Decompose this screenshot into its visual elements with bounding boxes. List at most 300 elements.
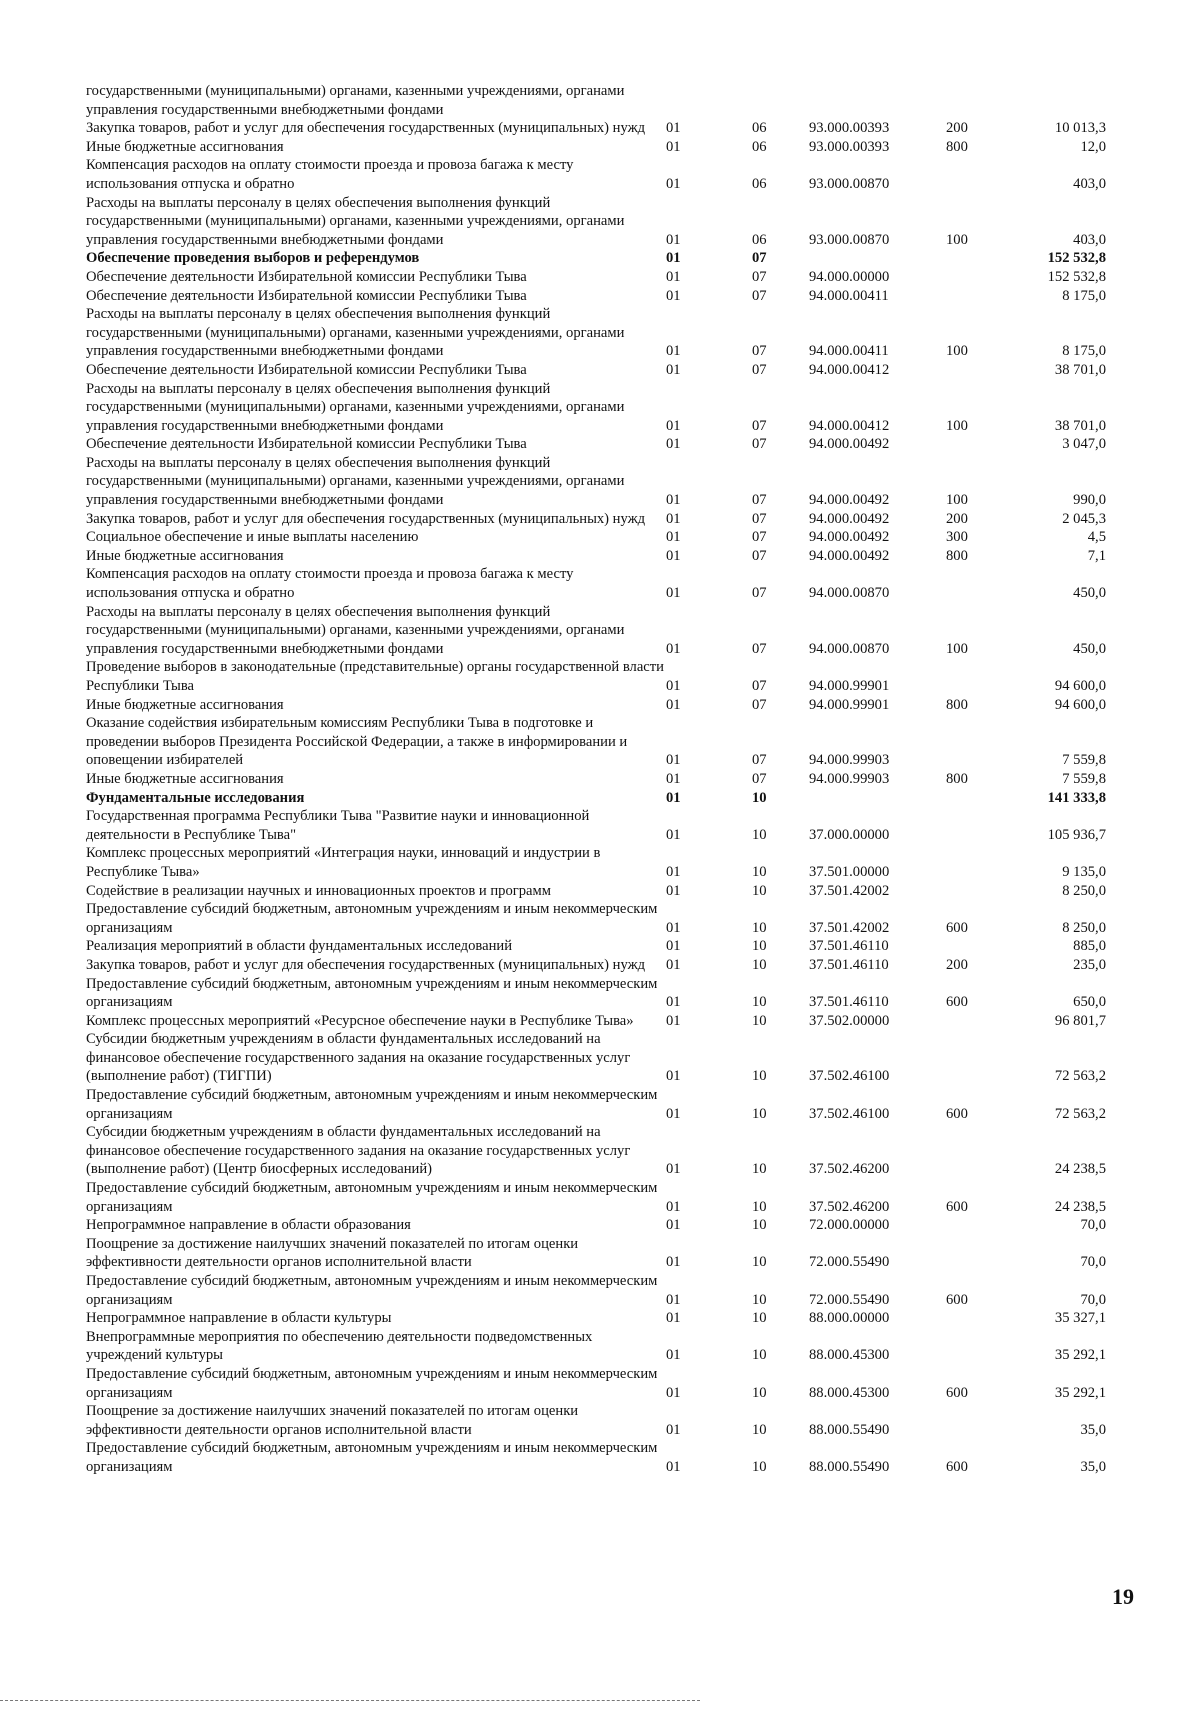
- amount: 8 250,0: [1062, 882, 1106, 899]
- section-code: 01: [666, 1347, 681, 1364]
- item-name: Социальное обеспечение и иные выплаты населению: [86, 529, 419, 546]
- item-name: Субсидии бюджетным учреждениям в области фундаментальных исследований на финансовое обеспечение государственного задания на оказание государственных услуг (выполнение работ) (ТИГПИ): [86, 1031, 631, 1085]
- target-article-code: 94.000.00000: [809, 268, 890, 285]
- subsection-code: 10: [752, 1105, 767, 1122]
- amount: 12,0: [1080, 138, 1106, 155]
- amount: 8 250,0: [1062, 919, 1106, 936]
- subsection-code: 10: [752, 1161, 767, 1178]
- section-code: 01: [666, 1012, 681, 1029]
- expense-type-code: 100: [946, 231, 968, 248]
- target-article-code: 88.000.45300: [809, 1347, 890, 1364]
- subsection-code: 07: [752, 268, 767, 285]
- target-article-code: 37.501.42002: [809, 919, 890, 936]
- target-article-code: [809, 82, 946, 119]
- item-name: Обеспечение деятельности Избирательной комиссии Республики Тыва: [86, 361, 527, 378]
- expense-type-code: [946, 287, 1006, 306]
- item-name: Проведение выборов в законодательные (представительные) органы государственной власти Республики Тыва: [86, 659, 664, 694]
- subsection-code: 10: [752, 789, 767, 806]
- table-row: [86, 1030, 1106, 1086]
- item-name: Содействие в реализации научных и инновационных проектов и программ: [86, 882, 551, 899]
- section-code: 01: [666, 770, 681, 787]
- subsection-code: 10: [752, 1254, 767, 1271]
- amount: 403,0: [1073, 231, 1106, 248]
- item-name: Предоставление субсидий бюджетным, автономным учреждениям и иным некоммерческим организациям: [86, 975, 658, 1011]
- section-code: 01: [666, 417, 681, 434]
- table-row: [86, 528, 1106, 547]
- subsection-code: 07: [752, 678, 767, 694]
- subsection-code: 10: [752, 1217, 767, 1234]
- table-row: [86, 435, 1106, 454]
- item-name: государственными (муниципальными) органами, казенными учреждениями, органами управления государственными внебюджетными фондами: [86, 83, 625, 118]
- table-row: [86, 454, 1106, 510]
- section-code: 01: [666, 863, 681, 880]
- item-name: Внепрограммные мероприятия по обеспечению деятельности подведомственных учреждений культуры: [86, 1328, 593, 1364]
- section-code: 01: [666, 826, 681, 843]
- item-name: Иные бюджетные ассигнования: [86, 547, 284, 564]
- section-code: 01: [666, 640, 681, 657]
- subsection-code: 07: [752, 436, 767, 453]
- table-row: [86, 844, 1106, 881]
- target-article-code: 37.501.46110: [809, 956, 889, 973]
- section-code: 01: [666, 938, 681, 955]
- table-row: [86, 510, 1106, 529]
- subsection-code: 07: [752, 529, 767, 546]
- table-row: [86, 975, 1106, 1012]
- target-article-code: 37.502.00000: [809, 1012, 890, 1029]
- subsection-code: 10: [752, 994, 767, 1011]
- table-row: [86, 287, 1106, 306]
- table-row: [86, 807, 1106, 844]
- amount: 94 600,0: [1054, 696, 1106, 713]
- subsection-code: 10: [752, 863, 767, 880]
- expense-type-code: 100: [946, 640, 968, 657]
- target-article-code: 94.000.99903: [809, 752, 890, 769]
- table-row: [86, 1012, 1106, 1031]
- expense-type-code: 200: [946, 510, 968, 527]
- section-code: 01: [666, 510, 681, 527]
- expense-type-code: [946, 937, 1006, 956]
- expense-type-code: 300: [946, 529, 968, 546]
- section-code: 01: [666, 250, 681, 267]
- table-row: [86, 789, 1106, 808]
- expense-type-code: 600: [946, 1105, 968, 1122]
- amount: 450,0: [1073, 640, 1106, 657]
- target-article-code: 94.000.00492: [809, 510, 890, 527]
- target-article-code: 72.000.00000: [809, 1217, 890, 1234]
- target-article-code: 37.501.42002: [809, 882, 890, 899]
- subsection-code: 07: [752, 250, 767, 267]
- amount: 9 135,0: [1062, 863, 1106, 880]
- section-code: 01: [666, 361, 681, 378]
- expense-type-code: [946, 1123, 1006, 1179]
- table-row: [86, 194, 1106, 250]
- expense-type-code: 100: [946, 343, 968, 360]
- item-name: Предоставление субсидий бюджетным, автономным учреждениям и иным некоммерческим организациям: [86, 1365, 658, 1401]
- subsection-code: 06: [752, 138, 767, 155]
- section-code: 01: [666, 1458, 681, 1475]
- table-row: [86, 937, 1106, 956]
- table-row: [86, 714, 1106, 770]
- expense-type-code: [946, 565, 1006, 602]
- table-row: [86, 1309, 1106, 1328]
- expense-type-code: 800: [946, 696, 968, 713]
- subsection-code: 07: [752, 417, 767, 434]
- target-article-code: 94.000.00412: [809, 361, 890, 378]
- expense-type-code: 600: [946, 1458, 968, 1475]
- subsection-code: 10: [752, 1198, 767, 1215]
- amount: 35 327,1: [1054, 1310, 1106, 1327]
- section-code: 01: [666, 529, 681, 546]
- expense-type-code: [946, 1030, 1006, 1086]
- section-code: 01: [666, 696, 681, 713]
- item-name: Обеспечение проведения выборов и референдумов: [86, 250, 420, 267]
- target-article-code: 94.000.00492: [809, 529, 890, 546]
- item-name: Предоставление субсидий бюджетным, автономным учреждениям и иным некоммерческим организациям: [86, 1273, 658, 1308]
- subsection-code: 07: [752, 696, 767, 713]
- section-code: 01: [666, 231, 681, 248]
- expense-type-code: [946, 156, 1006, 193]
- section-code: 01: [666, 1254, 681, 1271]
- subsection-code: 06: [752, 175, 767, 192]
- target-article-code: [809, 789, 946, 808]
- table-row: [86, 956, 1106, 975]
- table-row: [86, 305, 1106, 361]
- table-row: [86, 696, 1106, 715]
- expense-type-code: 600: [946, 994, 968, 1011]
- subsection-code: 07: [752, 640, 767, 657]
- table-row: [86, 1365, 1106, 1402]
- amount: 72 563,2: [1054, 1068, 1106, 1085]
- amount: 650,0: [1073, 994, 1106, 1011]
- amount: 7 559,8: [1062, 770, 1106, 787]
- budget-table: [86, 82, 1106, 1477]
- amount: 450,0: [1073, 585, 1106, 602]
- expense-type-code: [946, 1216, 1006, 1235]
- item-name: Оказание содействия избирательным комиссиям Республики Тыва в подготовке и проведении выборов Президента Российской Федерации, а также в информировании и оповещении избирателей: [86, 715, 628, 769]
- expense-type-code: [946, 249, 1006, 268]
- item-name: Расходы на выплаты персоналу в целях обеспечения выполнения функций государственными (муниципальными) органами, казенными учреждениями, органами управления государственными внебюджетными фондами: [86, 194, 625, 248]
- expense-type-code: [946, 658, 1006, 695]
- amount: 152 532,8: [1047, 268, 1106, 285]
- subsection-code: 06: [752, 120, 767, 137]
- target-article-code: 37.000.00000: [809, 826, 890, 843]
- amount: 72 563,2: [1054, 1105, 1106, 1122]
- expense-type-code: [946, 714, 1006, 770]
- expense-type-code: 800: [946, 547, 968, 564]
- subsection-code: [752, 82, 809, 119]
- subsection-code: 07: [752, 585, 767, 602]
- item-name: Субсидии бюджетным учреждениям в области фундаментальных исследований на финансовое обеспечение государственного задания на оказание государственных услуг (выполнение работ) (Центр биосферных исследований): [86, 1124, 631, 1178]
- amount: 885,0: [1073, 938, 1106, 955]
- target-article-code: [809, 249, 946, 268]
- amount: 105 936,7: [1047, 826, 1106, 843]
- table-row: [86, 119, 1106, 138]
- amount: 35 292,1: [1054, 1384, 1106, 1401]
- subsection-code: 07: [752, 547, 767, 564]
- item-name: Государственная программа Республики Тыва "Развитие науки и инновационной деятельности в Республике Тыва": [86, 808, 590, 843]
- item-name: Расходы на выплаты персоналу в целях обеспечения выполнения функций государственными (муниципальными) органами, казенными учреждениями, органами управления государственными внебюджетными фондами: [86, 454, 625, 509]
- target-article-code: 93.000.00870: [809, 175, 890, 192]
- table-row: [86, 900, 1106, 937]
- table-row: [86, 1086, 1106, 1123]
- target-article-code: 94.000.00492: [809, 492, 890, 509]
- section-code: 01: [666, 1068, 681, 1085]
- subsection-code: 10: [752, 1291, 767, 1308]
- target-article-code: 94.000.00411: [809, 287, 889, 304]
- amount: 7 559,8: [1062, 752, 1106, 769]
- amount: 70,0: [1080, 1217, 1106, 1234]
- table-row: [86, 361, 1106, 380]
- item-name: Поощрение за достижение наилучших значений показателей по итогам оценки эффективности деятельности органов исполнительной власти: [86, 1235, 579, 1271]
- section-code: 01: [666, 1105, 681, 1122]
- table-row: [86, 156, 1106, 193]
- expense-type-code: [946, 1309, 1006, 1328]
- section-code: 01: [666, 492, 681, 509]
- target-article-code: 94.000.99903: [809, 770, 890, 787]
- expense-type-code: 600: [946, 1291, 968, 1308]
- target-article-code: 37.501.00000: [809, 863, 890, 880]
- subsection-code: 10: [752, 938, 767, 955]
- section-code: 01: [666, 678, 681, 694]
- table-row: [86, 1439, 1106, 1476]
- expense-type-code: 100: [946, 492, 968, 509]
- item-name: Расходы на выплаты персоналу в целях обеспечения выполнения функций государственными (муниципальными) органами, казенными учреждениями, органами управления государственными внебюджетными фондами: [86, 306, 625, 360]
- section-code: 01: [666, 1217, 681, 1234]
- target-article-code: 72.000.55490: [809, 1254, 890, 1271]
- table-row: [86, 882, 1106, 901]
- amount: 35 292,1: [1054, 1347, 1106, 1364]
- table-row: [86, 138, 1106, 157]
- target-article-code: 72.000.55490: [809, 1291, 890, 1308]
- expense-type-code: 600: [946, 1198, 968, 1215]
- item-name: Компенсация расходов на оплату стоимости проезда и провоза багажа к месту использования отпуска и обратно: [86, 157, 574, 192]
- section-code: 01: [666, 789, 681, 806]
- item-name: Обеспечение деятельности Избирательной комиссии Республики Тыва: [86, 436, 527, 453]
- subsection-code: 06: [752, 231, 767, 248]
- expense-type-code: 600: [946, 1384, 968, 1401]
- target-article-code: 37.502.46100: [809, 1105, 890, 1122]
- table-row: [86, 1272, 1106, 1309]
- target-article-code: 93.000.00393: [809, 138, 890, 155]
- amount: 24 238,5: [1054, 1198, 1106, 1215]
- section-code: 01: [666, 882, 681, 899]
- expense-type-code: [946, 361, 1006, 380]
- target-article-code: 94.000.00870: [809, 585, 890, 602]
- table-row: [86, 658, 1106, 695]
- expense-type-code: [946, 1235, 1006, 1272]
- item-name: Предоставление субсидий бюджетным, автономным учреждениям и иным некоммерческим организациям: [86, 901, 658, 936]
- item-name: Фундаментальные исследования: [86, 789, 305, 806]
- target-article-code: 94.000.00492: [809, 436, 890, 453]
- section-code: 01: [666, 752, 681, 769]
- target-article-code: 93.000.00870: [809, 231, 890, 248]
- amount: 94 600,0: [1054, 678, 1106, 694]
- subsection-code: 07: [752, 770, 767, 787]
- section-code: 01: [666, 1161, 681, 1178]
- target-article-code: 37.501.46110: [809, 994, 889, 1011]
- section-code: 01: [666, 268, 681, 285]
- table-row: [86, 82, 1106, 119]
- amount: 3 047,0: [1062, 436, 1106, 453]
- expense-type-code: [946, 268, 1006, 287]
- subsection-code: 07: [752, 287, 767, 304]
- subsection-code: 07: [752, 752, 767, 769]
- section-code: 01: [666, 287, 681, 304]
- table-row: [86, 1123, 1106, 1179]
- expense-type-code: [946, 1012, 1006, 1031]
- amount: 235,0: [1073, 956, 1106, 973]
- table-row: [86, 249, 1106, 268]
- subsection-code: 10: [752, 1421, 767, 1438]
- target-article-code: 94.000.00870: [809, 640, 890, 657]
- table-row: [86, 603, 1106, 659]
- subsection-code: 10: [752, 882, 767, 899]
- section-code: 01: [666, 343, 681, 360]
- item-name: Непрограммное направление в области образования: [86, 1217, 411, 1234]
- amount: 96 801,7: [1054, 1012, 1106, 1029]
- section-code: 01: [666, 994, 681, 1011]
- table-row: [86, 1402, 1106, 1439]
- expense-type-code: [946, 789, 1006, 808]
- item-name: Комплекс процессных мероприятий «Интеграция науки, инноваций и индустрии в Республике Тыва»: [86, 845, 601, 880]
- section-code: 01: [666, 547, 681, 564]
- target-article-code: 94.000.99901: [809, 678, 890, 694]
- section-code: 01: [666, 956, 681, 973]
- expense-type-code: 600: [946, 919, 968, 936]
- item-name: Иные бюджетные ассигнования: [86, 696, 284, 713]
- subsection-code: 07: [752, 343, 767, 360]
- amount: 10 013,3: [1054, 120, 1106, 137]
- item-name: Обеспечение деятельности Избирательной комиссии Республики Тыва: [86, 268, 527, 285]
- subsection-code: 10: [752, 1310, 767, 1327]
- target-article-code: 94.000.00412: [809, 417, 890, 434]
- section-code: 01: [666, 1310, 681, 1327]
- item-name: Закупка товаров, работ и услуг для обеспечения государственных (муниципальных) нужд: [86, 510, 646, 527]
- amount: [1006, 82, 1106, 119]
- target-article-code: 88.000.45300: [809, 1384, 890, 1401]
- item-name: Предоставление субсидий бюджетным, автономным учреждениям и иным некоммерческим организациям: [86, 1440, 658, 1475]
- amount: 70,0: [1080, 1254, 1106, 1271]
- item-name: Закупка товаров, работ и услуг для обеспечения государственных (муниципальных) нужд: [86, 956, 646, 973]
- section-code: 01: [666, 1421, 681, 1438]
- section-code: 01: [666, 1198, 681, 1215]
- target-article-code: 94.000.00411: [809, 343, 889, 360]
- amount: 24 238,5: [1054, 1161, 1106, 1178]
- subsection-code: 07: [752, 361, 767, 378]
- table-row: [86, 380, 1106, 436]
- expense-type-code: [946, 807, 1006, 844]
- subsection-code: 10: [752, 1347, 767, 1364]
- item-name: Обеспечение деятельности Избирательной комиссии Республики Тыва: [86, 287, 527, 304]
- item-name: Комплекс процессных мероприятий «Ресурсное обеспечение науки в Республике Тыва»: [86, 1012, 634, 1029]
- table-row: [86, 1235, 1106, 1272]
- expense-type-code: 200: [946, 120, 968, 137]
- subsection-code: 10: [752, 1068, 767, 1085]
- section-code: 01: [666, 1291, 681, 1308]
- expense-type-code: [946, 82, 1006, 119]
- subsection-code: 10: [752, 826, 767, 843]
- target-article-code: 94.000.00492: [809, 547, 890, 564]
- expense-type-code: [946, 1328, 1006, 1365]
- amount: 403,0: [1073, 175, 1106, 192]
- item-name: Предоставление субсидий бюджетным, автономным учреждениям и иным некоммерческим организациям: [86, 1087, 658, 1122]
- table-row: [86, 1328, 1106, 1365]
- item-name: Непрограммное направление в области культуры: [86, 1310, 392, 1327]
- amount: 8 175,0: [1062, 343, 1106, 360]
- amount: 35,0: [1080, 1421, 1106, 1438]
- expense-type-code: [946, 844, 1006, 881]
- section-code: [666, 82, 752, 119]
- expense-type-code: 800: [946, 770, 968, 787]
- target-article-code: 37.502.46100: [809, 1068, 890, 1085]
- item-name: Компенсация расходов на оплату стоимости проезда и провоза багажа к месту использования отпуска и обратно: [86, 566, 574, 602]
- item-name: Закупка товаров, работ и услуг для обеспечения государственных (муниципальных) нужд: [86, 120, 646, 137]
- section-code: 01: [666, 120, 681, 137]
- section-code: 01: [666, 175, 681, 192]
- subsection-code: 10: [752, 1458, 767, 1475]
- table-row: [86, 1216, 1106, 1235]
- table-row: [86, 547, 1106, 566]
- item-name: Поощрение за достижение наилучших значений показателей по итогам оценки эффективности деятельности органов исполнительной власти: [86, 1403, 579, 1438]
- amount: 2 045,3: [1062, 510, 1106, 527]
- amount: 141 333,8: [1047, 789, 1106, 806]
- subsection-code: 10: [752, 919, 767, 936]
- target-article-code: 94.000.99901: [809, 696, 890, 713]
- item-name: Иные бюджетные ассигнования: [86, 138, 284, 155]
- expense-type-code: [946, 882, 1006, 901]
- item-name: Предоставление субсидий бюджетным, автономным учреждениям и иным некоммерческим организациям: [86, 1180, 658, 1215]
- target-article-code: 88.000.55490: [809, 1421, 890, 1438]
- subsection-code: 10: [752, 1384, 767, 1401]
- amount: 152 532,8: [1047, 250, 1106, 267]
- target-article-code: 37.502.46200: [809, 1161, 890, 1178]
- item-name: Расходы на выплаты персоналу в целях обеспечения выполнения функций государственными (муниципальными) органами, казенными учреждениями, органами управления государственными внебюджетными фондами: [86, 603, 625, 657]
- expense-type-code: 100: [946, 417, 968, 434]
- item-name: Расходы на выплаты персоналу в целях обеспечения выполнения функций государственными (муниципальными) органами, казенными учреждениями, органами управления государственными внебюджетными фондами: [86, 380, 625, 434]
- section-code: 01: [666, 919, 681, 936]
- section-code: 01: [666, 436, 681, 453]
- amount: 7,1: [1087, 547, 1106, 564]
- bottom-scan-edge: [0, 1700, 700, 1701]
- section-code: 01: [666, 1384, 681, 1401]
- amount: 38 701,0: [1054, 417, 1106, 434]
- table-row: [86, 268, 1106, 287]
- amount: 4,5: [1087, 529, 1106, 546]
- page-number: 19: [1112, 1584, 1134, 1609]
- amount: 990,0: [1073, 492, 1106, 509]
- subsection-code: 07: [752, 510, 767, 527]
- expense-type-code: 800: [946, 138, 968, 155]
- budget-table-body: [86, 82, 1106, 1477]
- target-article-code: 37.502.46200: [809, 1198, 890, 1215]
- amount: 38 701,0: [1054, 361, 1106, 378]
- target-article-code: 93.000.00393: [809, 120, 890, 137]
- target-article-code: 88.000.55490: [809, 1458, 890, 1475]
- item-name: Иные бюджетные ассигнования: [86, 770, 284, 787]
- section-code: 01: [666, 138, 681, 155]
- subsection-code: 10: [752, 956, 767, 973]
- subsection-code: 07: [752, 492, 767, 509]
- target-article-code: 88.000.00000: [809, 1310, 890, 1327]
- target-article-code: 37.501.46110: [809, 938, 889, 955]
- amount: 70,0: [1080, 1291, 1106, 1308]
- expense-type-code: 200: [946, 956, 968, 973]
- expense-type-code: [946, 1402, 1006, 1439]
- subsection-code: 10: [752, 1012, 767, 1029]
- table-row: [86, 1179, 1106, 1216]
- section-code: 01: [666, 585, 681, 602]
- amount: 8 175,0: [1062, 287, 1106, 304]
